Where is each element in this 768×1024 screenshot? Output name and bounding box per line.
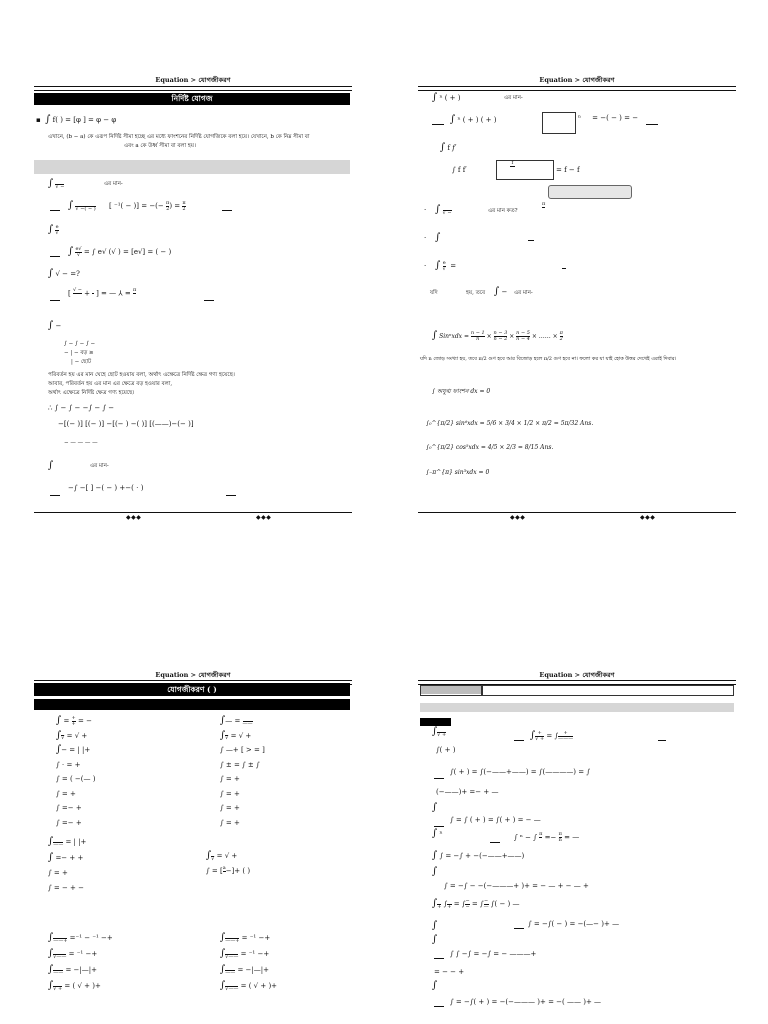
answer-dash [514, 928, 524, 929]
answer-dash [658, 740, 666, 741]
footer-rule [418, 512, 736, 513]
header-rule [418, 86, 736, 91]
p4-q2-work: ∫( + ) = ∫(−——+——) = ∫(————) = ∫ [450, 768, 590, 776]
section-title: যোগজীকরণ ( ) [34, 683, 350, 696]
mcq-3-dash [562, 268, 566, 269]
example-3: ∫₋π^{π} sin³xdx = 0 [426, 469, 490, 476]
example-text-c: অর্থাৎ এক্ষেত্রে নির্দিষ্ট ক্ষেত্র গণ্য হয়েছে। [48, 390, 135, 396]
p4-q4: ∫ ⁿ [432, 828, 443, 839]
example-tag [420, 718, 451, 726]
mcq-3: · ∫ $\frac{e}{√}$ = [424, 259, 457, 272]
p4-q4-work: ∫ ⁿ − ∫ π =− $\frac{\pi}{n}$ = — [514, 831, 580, 843]
footer-ornament-left: ◆◆◆ [126, 514, 142, 521]
q1-integral: ∫ ⁿ ( + ) [432, 92, 461, 103]
p4-q7: ∫ + ∫ + = ∫ $\frac{-}{-}$ = ∫ $\frac{-}{—}$ ∫( − ) — [432, 897, 520, 910]
example-band [34, 160, 350, 174]
answer-dash [432, 124, 444, 125]
p4-q8-work: ∫ = −∫( − ) = −(—− )+ — [528, 920, 620, 928]
q3-integral: ∫ √ − =? [48, 268, 80, 279]
answer-dash [434, 958, 444, 959]
example-2: ∫₀^{π/2} cos⁵xdx = 4/5 × 2/3 = 8/15 Ans. [426, 444, 554, 451]
mcq-2-dash [528, 240, 534, 241]
answer-dash [50, 256, 60, 257]
q5-integral: ∫ [48, 460, 54, 471]
q1-working: ∫ √ −( − ) [ ⁻¹( − )] = −(− $\frac{\pi}{2}$ ) = $\frac{\pi}{2}$ [68, 199, 186, 212]
footer-ornament-right: ◆◆◆ [256, 514, 272, 521]
q1-label: এর মান- [104, 181, 123, 187]
p4-q1: ∫ √ + [432, 726, 447, 738]
q2-integral: ∫ f f′ [440, 142, 457, 153]
mcq-1-label: এর মান কত? [488, 208, 518, 214]
q4-integral: ∫ − [48, 320, 62, 331]
formula-list-right: ∫— = —— ∫ √ = √ + ∫ —+ [ > = ] ∫ ± = ∫ ± ∫ ∫ = + ∫ = + ∫ = + ∫ = + [220, 715, 265, 827]
page-2 [418, 72, 736, 522]
section-title: নির্দিষ্ট যোগজ [34, 93, 350, 105]
q2-working: ∫ f f′ [452, 166, 467, 174]
definition-text-2: এবং a কে উর্ধ্ব সীমা বা বলা হয়। [124, 143, 196, 149]
page-1 [34, 72, 352, 522]
mcq-4-int: ∫ − [494, 286, 508, 297]
mcq-1: · ∫ √ − [424, 204, 452, 216]
split-working: −[(− )] [(− )] −[(− ) −( )] [(——)−(− )] [58, 420, 194, 428]
example-text-a: পরিবর্তন হয় এর মান ঘেহে ছোট হওয়ায় বলা, অর্থাৎ এক্ষেত্রে নির্দিষ্ট ক্ষেত্র গণ্য হয়েছে। [48, 372, 235, 378]
example-text-b: আবার, পরিবর্তন হয় এর মান এর ক্ষেত্রে বড় হওয়ার বলা, [48, 381, 173, 387]
p4-q1-work: ∫ $\frac{+}{√ +}$ = ∫ $\frac{+}{———}$ [530, 729, 574, 742]
answer-dash [514, 740, 524, 741]
mcq-4-c: এর মান- [514, 290, 533, 296]
footer-rule [34, 512, 352, 513]
mcq-2: · ∫ [424, 232, 441, 243]
wrong-answer-button[interactable] [548, 185, 632, 199]
table-header-cell [421, 686, 481, 694]
wallis-note: যদি n জোড় সংখ্যা হয়, তবে π/2 গুণ হবে আর বিজোড় হলে π/2 গুণ হবে না। ফলো কর যা যাই হোক উত্তর দেখেই এরাই দিবার। [420, 356, 677, 362]
p4-q5: ∫ ∫ = −∫ + −(−——+——) ∫ [432, 850, 525, 877]
answer-dash [226, 495, 236, 496]
p4-q2-b: (−——)+ =− + — [436, 788, 499, 796]
page-header: Equation > যোগজীকরণ [155, 671, 231, 679]
header-rule [34, 86, 352, 91]
table-divider [481, 685, 483, 696]
mcq-1-answer: π [542, 202, 545, 213]
definition-formula: ▪ ∫ f( ) = [φ ] = φ − φ [36, 114, 117, 125]
footer-ornament-left: ◆◆◆ [510, 514, 526, 521]
formula-list-left-3: ∫ ——+ =⁻¹ − ⁻¹ −+ ∫ √—— = ⁻¹ −+ ∫ —— = −|—|+ ∫ √ + = ( √ + )+ [48, 932, 113, 992]
odd-function-rule: ∫ অযুগ্ম ফাংশন dx = 0 [432, 388, 491, 395]
page-header: Equation > যোগজীকরণ [539, 671, 615, 679]
mcq-4-b: হয়, তবে [466, 290, 486, 296]
answer-dash [50, 210, 60, 211]
q5-label: এর মান- [90, 463, 109, 469]
split-sum: − — — — — [64, 440, 98, 446]
answer-dash [646, 124, 658, 125]
q2-result: = f − f [556, 166, 580, 174]
mcq-4-a: যদি [430, 290, 438, 296]
p4-q3-work: ∫ = ∫ ( + ) = ∫( + ) = − — [450, 816, 541, 824]
q2-integral: ∫ $\frac{e}{√}$ [48, 223, 59, 236]
definition-text-1: এখানে, (b − a) কে এরূপ নির্দিষ্ট সীমা হচ্ছে এর মধ্যে ফাংশনের নির্দিষ্ট যোগজিকে বলা হয়ে। যেখানে, b কে নিম্ন সীমা বা [48, 134, 310, 140]
q1-result: ⁿ = −( − ) = − [578, 114, 639, 122]
formula-list-left-2: ∫ —— = | |+ ∫ =− + + ∫ = + ∫ = − + − [48, 836, 87, 892]
p4-q10: ∫ [432, 980, 438, 991]
page-header: Equation > যোগজীকরণ [539, 76, 615, 84]
p4-q6: ∫ = −∫ − −(−———+ )+ = − — + − — + [444, 882, 589, 890]
bracket-box [496, 160, 554, 180]
answer-dash [434, 826, 444, 827]
p4-q10-work: ∫ = −∫( + ) = −(−——— )+ = −( —— )+ — [450, 998, 602, 1006]
q1-working: ∫ ⁿ ( + ) ( + ) [450, 114, 497, 125]
formula-list-left: ∫ = $\frac{+}{+}$ = − ∫ √ = √ + ∫− = | |+ ∫ ⋅ = + ∫ = ( −(— ) ∫ = + ∫ =− + ∫ =− + [56, 714, 96, 827]
footer-ornament-right: ◆◆◆ [640, 514, 656, 521]
p4-q9-work: ∫ ∫ −∫ = −∫ = − ———+ [450, 950, 537, 958]
q2-working: ∫ $\frac{e√}{√}$ = ∫ e√ (√ ) = [e√] = ( − ) [68, 245, 172, 258]
answer-dash [434, 778, 444, 779]
page-3 [34, 668, 352, 1024]
answer-dash [222, 210, 232, 211]
formula-list-right-2: ∫ √ = √ + ∫ = [ a −]+ ( ) [206, 850, 251, 875]
q2-frac: f [510, 161, 515, 172]
bracket-box [542, 112, 576, 134]
answer-dash [204, 300, 214, 301]
split-integral: ∴ ∫ − ∫ − −∫ − ∫ − [48, 404, 115, 412]
p4-q9-b: = − − + [434, 968, 465, 976]
q1-integral: ∫ √ − [48, 178, 65, 190]
answer-dash [50, 495, 60, 496]
answer-dash [434, 1006, 444, 1007]
p4-q9: ∫ [432, 934, 438, 945]
answer-dash [50, 300, 60, 301]
q3-working: [ √ − + ] = — ⅄ = π [68, 287, 137, 298]
wallis-formula: ∫ Sinⁿxdx = $\frac{n - 1}{n}$ × $\frac{n - 3}{n - 2}$ × $\frac{n - 5}{n - 4}$ × …… × $\frac{\pi}{2}$ [432, 330, 563, 342]
case-lines: ∫ − ∫ − ∫ − − | − বড় ≥ | − ছোট [64, 341, 96, 365]
example-band [420, 703, 734, 712]
p4-q8: ∫ [432, 920, 438, 931]
p4-q1-b: ∫( + ) [436, 746, 456, 754]
formula-list-right-3: ∫ ——+ = ⁻¹ −+ ∫ √—— = ⁻¹ −+ ∫ —— = −|—|+ ∫ √—— = ( √ + )+ [220, 932, 278, 992]
answer-dash [490, 842, 500, 843]
q1-label: এর মান- [504, 95, 523, 101]
subsection-bar [34, 699, 350, 710]
p4-q3: ∫ [432, 802, 438, 813]
page-header: Equation > যোগজীকরণ [155, 76, 231, 84]
example-1: ∫₀^{π/2} sin⁶xdx = 5/6 × 3/4 × 1/2 × π/2 = 5π/32 Ans. [426, 420, 594, 427]
q5-working: −∫ −[ ] −( − ) +−( ⋅ ) [68, 484, 144, 492]
page-4 [418, 668, 736, 1024]
